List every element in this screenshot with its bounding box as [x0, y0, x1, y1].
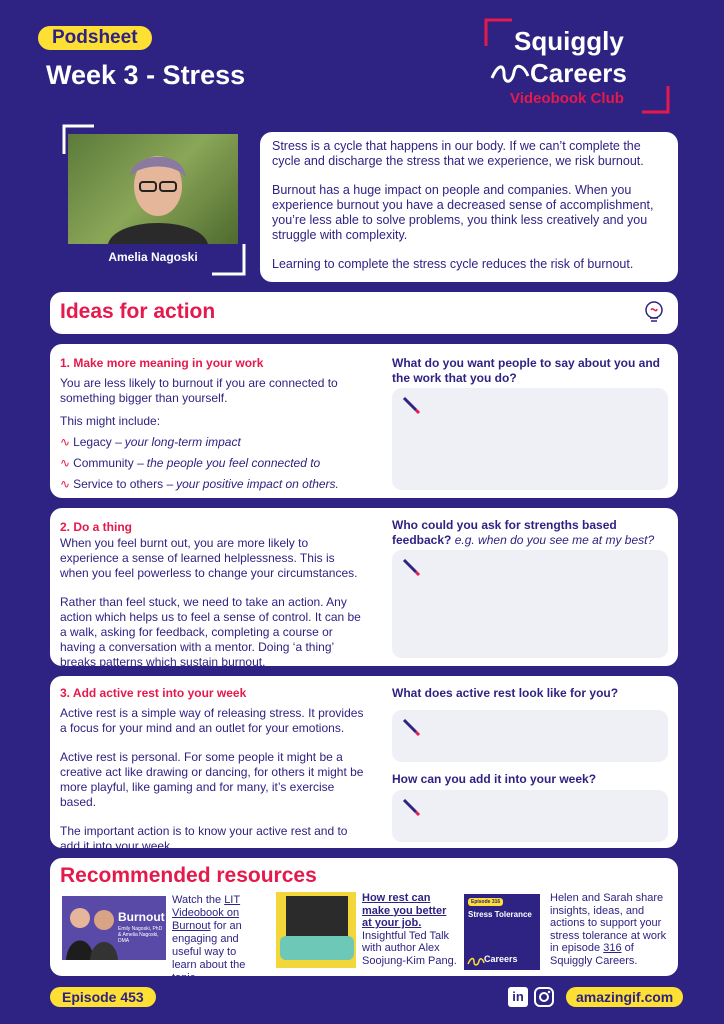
website-link[interactable]: amazingif.com: [566, 987, 683, 1007]
section-1-lead: This might include:: [60, 414, 161, 428]
resource-2-link[interactable]: How rest can make you better at your job.: [362, 892, 447, 929]
section-2-question-hint: e.g. when do you see me at my best?: [454, 533, 655, 547]
resource-2-text: How rest can make you better at your job. Insightful Ted Talk with author Alex Soojung-Kim Pang.: [362, 892, 457, 967]
people-icon: [62, 896, 122, 960]
section-3-paragraph-2: Active rest is personal. For some people it might be a creative act like drawing or dancing, for others it might be more playful, like gaming and for many, it’s exercise based.: [60, 750, 364, 809]
section-2-question: Who could you ask for strengths based feedback? e.g. when do you see me at my best?: [392, 518, 655, 547]
squiggle-icon: [490, 62, 530, 84]
author-photo: [68, 134, 238, 244]
squiggle-bullet-icon: ∿: [60, 456, 71, 470]
intro-paragraph-2: Burnout has a huge impact on people and companies. When you experience burnout you have a decreased sense of accomplishment, you’re less able to solve problems, you think less creatively and you struggle with complexity.: [272, 183, 654, 242]
section-3-answer-box-2[interactable]: [392, 790, 668, 842]
section-1-answer-box[interactable]: [392, 388, 668, 490]
section-1-body: You are less likely to burnout if you are connected to something bigger than yourself.: [60, 376, 338, 405]
section-2-card: [50, 508, 678, 669]
brand-name-line2: Careers: [530, 58, 627, 88]
resources-card: [50, 858, 678, 984]
intro-paragraph-1: Stress is a cycle that happens in our body. If we can’t complete the cycle and discharge the stress that we experience, we risk burnout.: [272, 139, 644, 168]
instagram-icon[interactable]: [534, 987, 554, 1007]
brand-logo: [482, 16, 672, 116]
section-2-paragraph-1: When you feel burnt out, you are more likely to experience a sense of learned helplessness. This is when you feel powerless to change your circumstances.: [60, 536, 358, 580]
thumb-sofa: [280, 936, 354, 960]
section-3-title: 3. Add active rest into your week: [60, 686, 247, 700]
resource-1-thumb-title: Burnout: [118, 910, 165, 924]
bullet-legacy: ∿ Legacy – your long-term impact: [60, 435, 241, 449]
squiggle-bullet-icon: ∿: [60, 435, 71, 449]
resource-1-thumbnail[interactable]: [62, 896, 166, 960]
pencil-icon: [400, 716, 422, 738]
brand-subtitle: Videobook Club: [510, 90, 624, 107]
resource-2-thumbnail[interactable]: [276, 892, 356, 968]
section-3-paragraph-3: The important action is to know your active rest and to add it into your week.: [60, 824, 348, 853]
author-photo-frame: [62, 124, 246, 276]
episode-badge: Episode 453: [50, 987, 156, 1007]
linkedin-icon[interactable]: in: [508, 987, 528, 1007]
resource-3-thumb-title: Stress Tolerance: [468, 910, 532, 919]
ideas-header-card: [50, 292, 678, 334]
section-2-title: 2. Do a thing: [60, 520, 132, 534]
instagram-glyph-icon: [534, 987, 554, 1007]
ideas-heading: Ideas for action: [60, 300, 216, 323]
pencil-icon: [400, 796, 422, 818]
section-3-answer-box-1[interactable]: [392, 710, 668, 762]
section-1-card: [50, 344, 678, 498]
author-name-label: Amelia Nagoski: [68, 244, 238, 270]
thumb-screen: [286, 896, 348, 936]
resource-1-thumb-sub: Emily Nagoski, PhD & Amelia Nagoski, DMA: [118, 926, 163, 944]
resource-3-link[interactable]: 316: [603, 942, 622, 954]
section-3-paragraph-1: Active rest is a simple way of releasing stress. It provides a focus for your mind and an outlet for your emotions.: [60, 706, 364, 735]
intro-paragraph-3: Learning to complete the stress cycle reduces the risk of burnout.: [272, 257, 634, 271]
page-title: Week 3 - Stress: [46, 60, 246, 90]
bullet-community: ∿ Community – the people you feel connected to: [60, 456, 321, 470]
resource-1-link[interactable]: LIT Videobook on Burnout: [172, 894, 241, 932]
lightbulb-icon: [644, 300, 664, 326]
person-icon: [68, 134, 238, 244]
section-2-answer-box[interactable]: [392, 550, 668, 658]
section-3-question-2: How can you add it into your week?: [392, 772, 597, 786]
intro-card: [260, 132, 678, 282]
pencil-icon: [400, 556, 422, 578]
section-1-question: What do you want people to say about you and the work that you do?: [392, 356, 661, 385]
resource-3-text: Helen and Sarah share insights, ideas, and actions to support your stress tolerance at work in episode 316 of Squiggly Careers.: [550, 892, 667, 967]
resource-1-text: Watch the LIT Videobook on Burnout for an engaging and useful way to learn about the topic.: [172, 894, 246, 984]
pencil-icon: [400, 394, 422, 416]
resources-heading: Recommended resources: [60, 864, 317, 887]
resource-3-thumb-brand: Careers: [484, 954, 518, 964]
section-3-card: [50, 676, 678, 853]
brand-name-line1: Squiggly: [514, 26, 624, 56]
bullet-service: ∿ Service to others – your positive impact on others.: [60, 477, 339, 491]
section-2-paragraph-2: Rather than feel stuck, we need to take an action. Any action which helps us to feel a sense of control. It can be a walk, asking for feedback, completing a course or having a conversation with a mentor. Doing ‘a thing’ breaks patterns which sustain burnout.: [60, 595, 361, 669]
section-1-title: 1. Make more meaning in your work: [60, 356, 264, 370]
squiggle-bullet-icon: ∿: [60, 477, 71, 491]
resource-3-thumb-tag: Episode 316: [468, 898, 503, 906]
squiggle-icon: [467, 956, 485, 966]
resource-3-thumbnail[interactable]: [464, 894, 540, 970]
section-3-question-1: What does active rest look like for you?: [392, 686, 619, 700]
podsheet-badge: Podsheet: [38, 26, 152, 50]
